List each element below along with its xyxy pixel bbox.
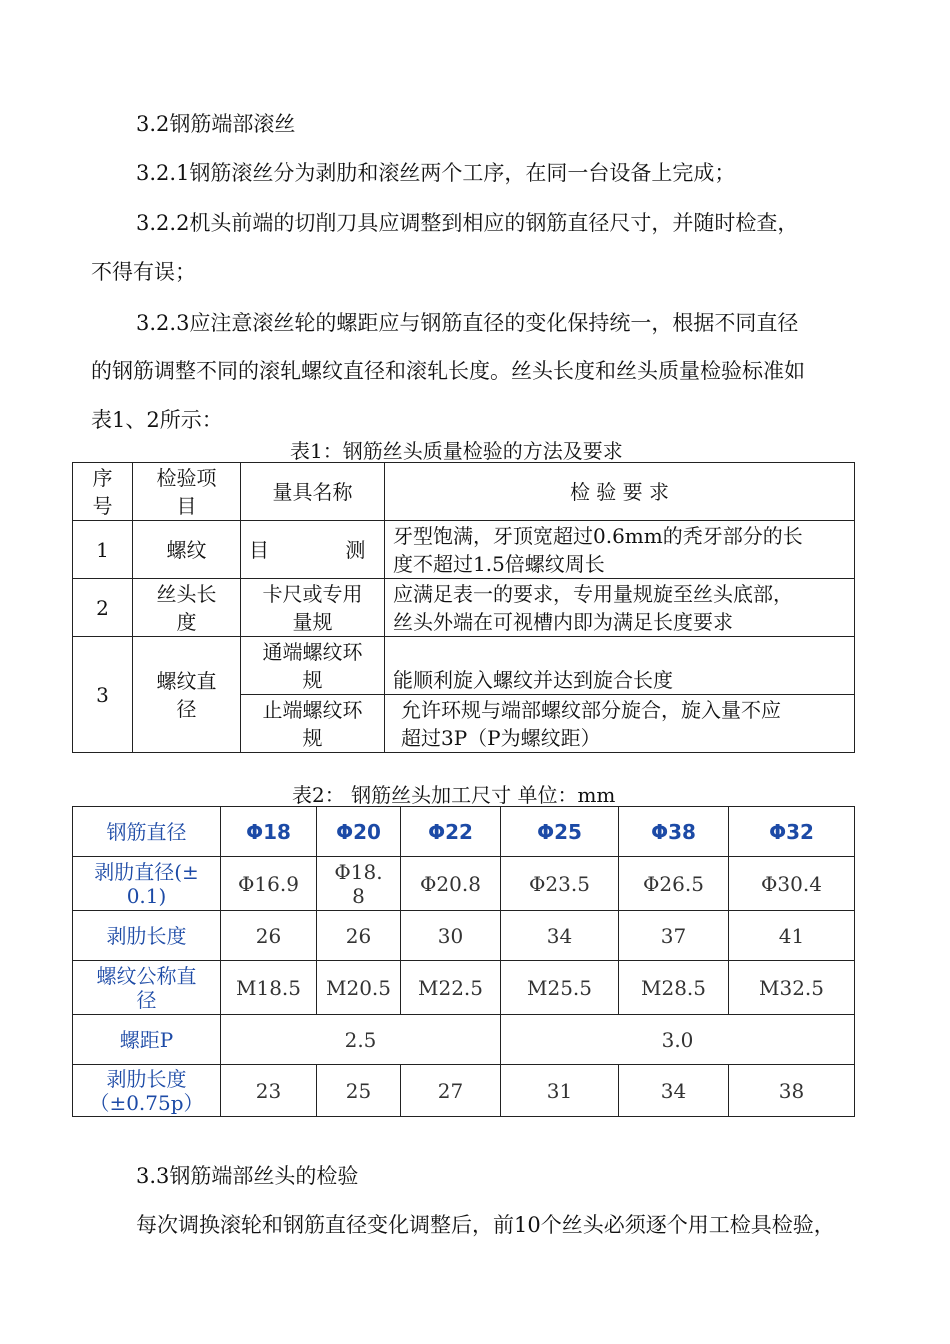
row-label: 剥肋长度 bbox=[73, 911, 221, 961]
table-cell: Φ16.9 bbox=[221, 857, 317, 911]
paragraph-3-2-3-line2: 的钢筋调整不同的滚轧螺纹直径和滚轧长度。丝头长度和丝头质量检验标准如 bbox=[91, 359, 805, 383]
table-cell: 26 bbox=[317, 911, 401, 961]
table1-caption: 表1：钢筋丝头质量检验的方法及要求 bbox=[290, 439, 623, 463]
table-cell: 23 bbox=[221, 1065, 317, 1117]
table-cell: Φ18. 8 bbox=[317, 857, 401, 911]
table-cell: 31 bbox=[501, 1065, 619, 1117]
header-item: 检验项 目 bbox=[133, 463, 241, 521]
cell-seq: 2 bbox=[73, 579, 133, 637]
cell-requirement: 能顺利旋入螺纹并达到旋合长度 bbox=[385, 637, 855, 695]
table2-caption: 表2： 钢筋丝头加工尺寸 单位：mm bbox=[292, 783, 616, 807]
table-row bbox=[73, 857, 855, 911]
table-cell: Φ25 bbox=[501, 807, 619, 857]
table-row bbox=[73, 961, 855, 1015]
cell-item: 丝头长 度 bbox=[133, 579, 241, 637]
table-cell: 25 bbox=[317, 1065, 401, 1117]
cell-item: 螺纹直 径 bbox=[133, 637, 241, 753]
cell-seq: 3 bbox=[73, 637, 133, 753]
section-heading-3-2: 3.2钢筋端部滚丝 bbox=[136, 112, 296, 136]
row-label: 螺距P bbox=[73, 1015, 221, 1065]
table-row bbox=[73, 579, 855, 637]
paragraph-3-3-body: 每次调换滚轮和钢筋直径变化调整后，前10个丝头必须逐个用工检具检验， bbox=[136, 1213, 835, 1237]
table-cell: 34 bbox=[501, 911, 619, 961]
table-cell: 3.0 bbox=[501, 1015, 855, 1065]
table-cell: Φ18 bbox=[221, 807, 317, 857]
row-label: 剥肋直径(± 0.1) bbox=[73, 857, 221, 911]
table-row bbox=[73, 521, 855, 579]
cell-tool: 止端螺纹环 规 bbox=[241, 695, 385, 753]
header-seq: 序 号 bbox=[73, 463, 133, 521]
header-tool: 量具名称 bbox=[241, 463, 385, 521]
row-label: 螺纹公称直 径 bbox=[73, 961, 221, 1015]
cell-item: 螺纹 bbox=[133, 521, 241, 579]
table-row bbox=[73, 807, 855, 857]
table-row bbox=[73, 637, 855, 695]
cell-requirement: 应满足表一的要求，专用量规旋至丝头底部， 丝头外端在可视槽内即为满足长度要求 bbox=[385, 579, 855, 637]
cell-tool: 通端螺纹环 规 bbox=[241, 637, 385, 695]
table-cell: Φ32 bbox=[729, 807, 855, 857]
table-cell: 2.5 bbox=[221, 1015, 501, 1065]
table-row bbox=[73, 1065, 855, 1117]
table-cell: Φ22 bbox=[401, 807, 501, 857]
cell-requirement: 允许环规与端部螺纹部分旋合，旋入量不应 超过3P（P为螺纹距） bbox=[385, 695, 855, 753]
paragraph-3-2-2-line1: 3.2.2机头前端的切削刀具应调整到相应的钢筋直径尺寸，并随时检查， bbox=[136, 211, 799, 235]
table-cell: 34 bbox=[619, 1065, 729, 1117]
table-cell: Φ23.5 bbox=[501, 857, 619, 911]
header-requirement: 检 验 要 求 bbox=[385, 463, 855, 521]
inspection-table bbox=[72, 462, 855, 753]
paragraph-3-2-3-line1: 3.2.3应注意滚丝轮的螺距应与钢筋直径的变化保持统一，根据不同直径 bbox=[136, 311, 799, 335]
table-cell: M22.5 bbox=[401, 961, 501, 1015]
table-cell: 38 bbox=[729, 1065, 855, 1117]
cell-seq: 1 bbox=[73, 521, 133, 579]
table-cell: 37 bbox=[619, 911, 729, 961]
table-cell: Φ20.8 bbox=[401, 857, 501, 911]
table-cell: Φ20 bbox=[317, 807, 401, 857]
table-cell: 27 bbox=[401, 1065, 501, 1117]
cell-tool: 目 测 bbox=[241, 521, 385, 579]
table-cell: M28.5 bbox=[619, 961, 729, 1015]
table-cell: 30 bbox=[401, 911, 501, 961]
table-cell: M20.5 bbox=[317, 961, 401, 1015]
paragraph-3-2-2-line2: 不得有误； bbox=[91, 260, 196, 284]
cell-tool: 卡尺或专用 量规 bbox=[241, 579, 385, 637]
dimension-table bbox=[72, 806, 855, 1117]
table-cell: 41 bbox=[729, 911, 855, 961]
paragraph-3-2-3-line3: 表1、2所示： bbox=[91, 408, 223, 432]
table-row bbox=[73, 911, 855, 961]
table-cell: Φ26.5 bbox=[619, 857, 729, 911]
table-cell: M25.5 bbox=[501, 961, 619, 1015]
table-row bbox=[73, 1015, 855, 1065]
section-heading-3-3: 3.3钢筋端部丝头的检验 bbox=[136, 1164, 359, 1188]
row-label: 钢筋直径 bbox=[73, 807, 221, 857]
paragraph-3-2-1: 3.2.1钢筋滚丝分为剥肋和滚丝两个工序，在同一台设备上完成； bbox=[136, 161, 736, 185]
table-cell: M32.5 bbox=[729, 961, 855, 1015]
table-cell: Φ30.4 bbox=[729, 857, 855, 911]
table-cell: M18.5 bbox=[221, 961, 317, 1015]
table-header-row bbox=[73, 463, 855, 521]
cell-requirement: 牙型饱满，牙顶宽超过0.6mm的秃牙部分的长 度不超过1.5倍螺纹周长 bbox=[385, 521, 855, 579]
table-cell: 26 bbox=[221, 911, 317, 961]
row-label: 剥肋长度 （±0.75p） bbox=[73, 1065, 221, 1117]
table-cell: Φ38 bbox=[619, 807, 729, 857]
